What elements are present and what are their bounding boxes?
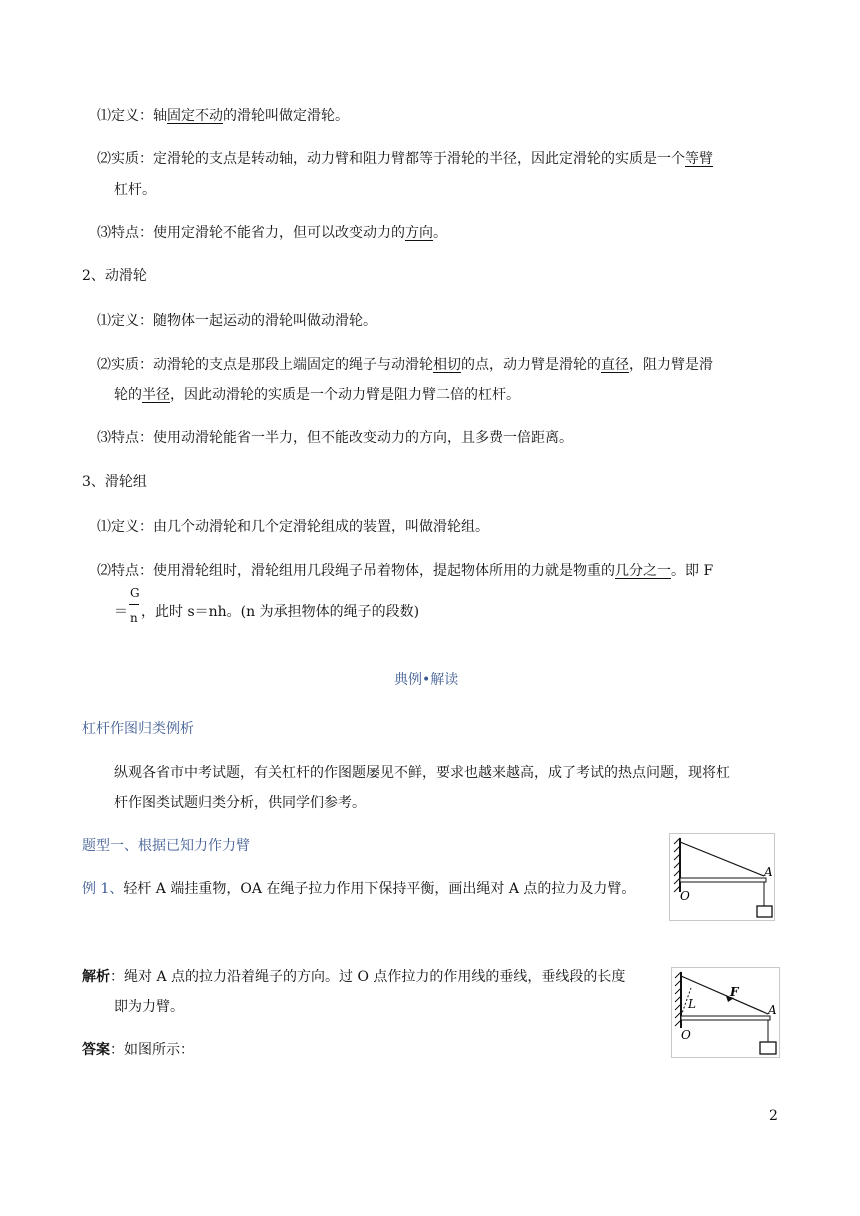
label-a: A — [768, 1003, 777, 1017]
analysis-cont: 即为力臂。 — [114, 999, 184, 1015]
section-title: 典例•解读 — [394, 672, 459, 688]
text: ⑵实质：定滑轮的支点是转动轴，动力臂和阻力臂都等于滑轮的半径，因此定滑轮的实质是一个 — [97, 151, 685, 167]
text: ⑵特点：使用滑轮组时，滑轮组用几段绳子吊着物体，提起物体所用的力就是物重的 — [97, 563, 615, 579]
label-o: O — [680, 889, 690, 903]
text: 。 — [433, 225, 447, 241]
underlined-term: 固定不动 — [167, 108, 223, 124]
underlined-term: 直径 — [601, 357, 629, 373]
text: ⑵实质：动滑轮的支点是那段上端固定的绳子与动滑轮 — [97, 357, 433, 373]
text: ，因此动滑轮的实质是一个动力臂是阻力臂二倍的杠杆。 — [170, 387, 520, 403]
formula-continuation: ，此时 s＝nh。(n 为承担物体的绳子的段数) — [141, 604, 420, 620]
movable-pulley-essence — [97, 355, 713, 375]
fixed-pulley-definition — [97, 106, 349, 126]
text: 的点，动力臂是滑轮的 — [461, 357, 601, 373]
intro-paragraph-cont: 杆作图类试题归类分析，供同学们参考。 — [114, 795, 366, 811]
fraction-denominator: n — [130, 611, 138, 625]
underlined-term: 几分之一 — [615, 563, 671, 579]
weight-block — [757, 906, 772, 917]
text: 杠杆。 — [114, 182, 156, 198]
example-1 — [82, 879, 635, 899]
lever-figure-question — [669, 833, 775, 921]
label-a: A — [764, 865, 773, 879]
text: ⑶特点：使用定滑轮不能省力，但可以改变动力的 — [97, 225, 405, 241]
text: 的滑轮叫做定滑轮。 — [223, 108, 349, 124]
lever-diagram-answer — [672, 968, 779, 1057]
text: 。即 F — [671, 563, 714, 579]
text: ⑴定义：轴 — [97, 108, 167, 124]
formula-equals: ＝ — [114, 604, 128, 620]
underlined-term: 等臂 — [685, 151, 713, 167]
question-type-title: 题型一、根据已知力作力臂 — [82, 838, 250, 854]
lever-figure-answer — [671, 967, 780, 1058]
analysis-label: 解析 — [82, 969, 110, 985]
page-number: 2 — [769, 1108, 778, 1124]
subsection-title: 杠杆作图归类例析 — [82, 721, 194, 737]
underlined-term: 相切 — [433, 357, 461, 373]
label-l: L — [688, 997, 696, 1011]
label-o: O — [681, 1028, 691, 1042]
answer-text: ：如图所示： — [110, 1042, 194, 1058]
movable-pulley-feature: ⑶特点：使用动滑轮能省一半力，但不能改变动力的方向，且多费一倍距离。 — [97, 430, 573, 446]
lever-bar — [680, 878, 766, 882]
movable-pulley-essence-cont — [114, 385, 520, 405]
answer — [82, 1040, 194, 1060]
intro-paragraph: 纵观各省市中考试题，有关杠杆的作图题屡见不鲜，要求也越来越高，成了考试的热点问题，现将杠 — [114, 765, 730, 781]
lever-bar — [681, 1016, 770, 1020]
example-text: 轻杆 A 端挂重物，OA 在绳子拉力作用下保持平衡，画出绳对 A 点的拉力及力臂。 — [123, 881, 636, 897]
movable-pulley-heading: 2、动滑轮 — [82, 268, 147, 284]
underlined-term: 半径 — [142, 387, 170, 403]
text: 轮的 — [114, 387, 142, 403]
underlined-term: 方向 — [405, 225, 433, 241]
fixed-pulley-essence-cont — [114, 180, 156, 200]
movable-pulley-definition: ⑴定义：随物体一起运动的滑轮叫做动滑轮。 — [97, 313, 377, 329]
analysis — [82, 967, 625, 987]
fixed-pulley-essence — [97, 149, 713, 169]
example-label: 例 1、 — [82, 881, 124, 897]
label-f: F — [730, 985, 739, 999]
answer-label: 答案 — [82, 1042, 110, 1058]
rope — [680, 842, 764, 876]
pulley-block-definition: ⑴定义：由几个动滑轮和几个定滑轮组成的装置，叫做滑轮组。 — [97, 519, 489, 535]
analysis-text: ：绳对 A 点的拉力沿着绳子的方向。过 O 点作拉力的作用线的垂线，垂线段的长度 — [110, 969, 626, 985]
pulley-block-feature — [97, 561, 713, 581]
lever-diagram — [670, 834, 774, 920]
fraction-numerator: G — [130, 586, 140, 600]
pulley-block-heading: 3、滑轮组 — [82, 474, 147, 490]
weight-block — [760, 1042, 776, 1054]
fraction-bar — [129, 604, 139, 605]
fixed-pulley-feature — [97, 223, 447, 243]
text: ，阻力臂是滑 — [629, 357, 713, 373]
